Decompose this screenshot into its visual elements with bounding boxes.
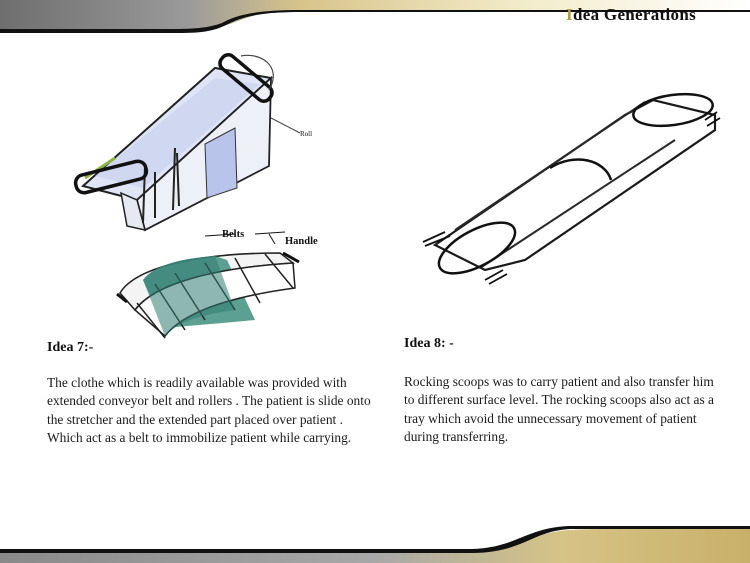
page-title <box>566 5 696 25</box>
idea8-description: Rocking scoops was to carry patient and also transfer him to different surface level. The rocking scoops also act as a tray which avoid the unnecessary movement of patient during transferring. <box>404 374 714 445</box>
roll-label: Roll <box>300 130 313 138</box>
idea7-description: The clothe which is readily available was provided with extended conveyor belt and rollers . The patient is slide onto the stretcher and the extended part placed over patient . Which act as a belt to immobilize patient while carrying. <box>47 375 371 446</box>
idea8-sketch <box>415 90 725 300</box>
scoop-end-right <box>631 90 714 130</box>
belts-label: Belts <box>222 229 245 240</box>
page-title-rest: dea Generations <box>572 5 696 24</box>
footer-band <box>0 520 750 563</box>
idea7-heading: Idea 7:- <box>47 340 94 355</box>
handle-label: Handle <box>285 236 318 247</box>
belt-detail <box>117 232 299 338</box>
page-title-initial: I <box>566 5 573 24</box>
idea8-heading: Idea 8: - <box>404 336 454 351</box>
idea7-sketch <box>55 48 355 348</box>
